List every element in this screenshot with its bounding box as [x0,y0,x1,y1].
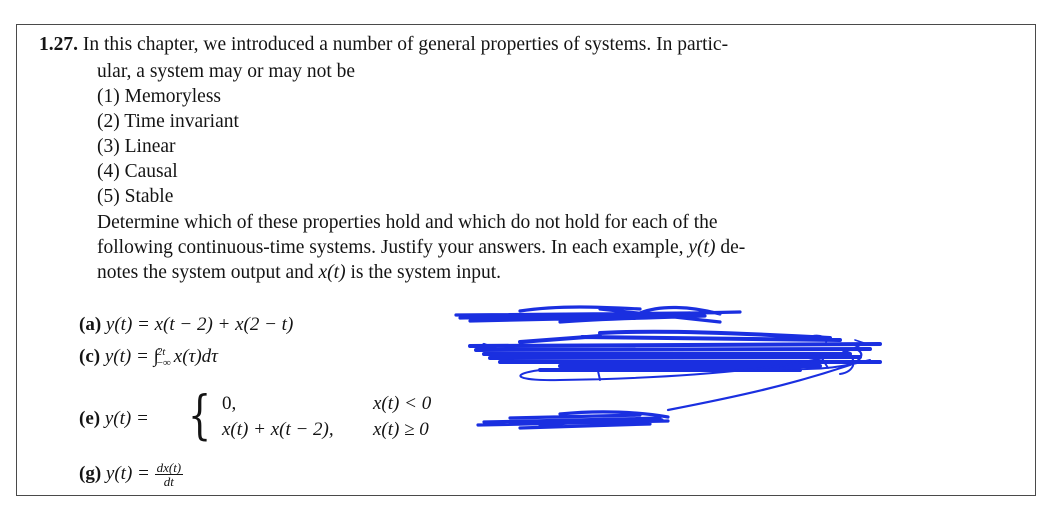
integral-lower-limit: −∞ [156,356,171,369]
property-linear: (3) Linear [97,136,176,157]
system-c-integrand: x(τ)dτ [173,346,218,367]
scribble-d-fill [470,332,880,370]
derivative-numerator: dx(t) [156,460,182,475]
derivative-denominator: dt [163,474,174,489]
body-text-3: notes the system output and [97,262,314,283]
system-e-case-1-value: 0, [222,393,237,414]
system-g-label: (g) [79,462,102,484]
body-text-3-end: is the system input. [350,262,502,283]
system-c-lhs: y(t) = ∫ [104,346,159,367]
problem-number: 1.27. [39,34,78,55]
scribble-f [478,412,668,428]
body-text-2-end: de- [720,237,746,258]
output-symbol: y(t) [688,237,716,258]
system-a-label: (a) [79,314,102,335]
intro-line-2: ular, a system may or may not be [97,61,356,82]
body-text-2: following continuous-time systems. Justify your answers. In each example, [97,237,684,258]
system-e-label: (e) [79,408,101,429]
left-brace: { [188,386,212,446]
body-line-1: Determine which of these properties hold and which do not hold for each of the [97,212,718,233]
system-e-lhs: y(t) = [104,408,149,429]
property-stable: (5) Stable [97,186,174,207]
pen-scribble-strokes [456,307,880,428]
property-memoryless: (1) Memoryless [97,86,222,107]
property-time-invariant: (2) Time invariant [97,111,239,132]
scribble-b [456,307,740,322]
integral-upper-limit: 2t [156,345,166,358]
system-e-case-2-value: x(t) + x(t − 2), [222,419,334,440]
intro-text-1: In this chapter, we introduced a number of general properties of systems. In partic- [82,34,729,55]
input-symbol: x(t) [318,262,346,283]
property-causal: (4) Causal [97,161,178,182]
system-c-label: (c) [79,346,101,367]
system-g-lhs: y(t) = [105,462,150,484]
system-e-case-2-condition: x(t) ≥ 0 [373,419,429,440]
system-e-case-1-condition: x(t) < 0 [373,393,432,414]
system-a-expression: y(t) = x(t − 2) + x(2 − t) [105,314,294,335]
